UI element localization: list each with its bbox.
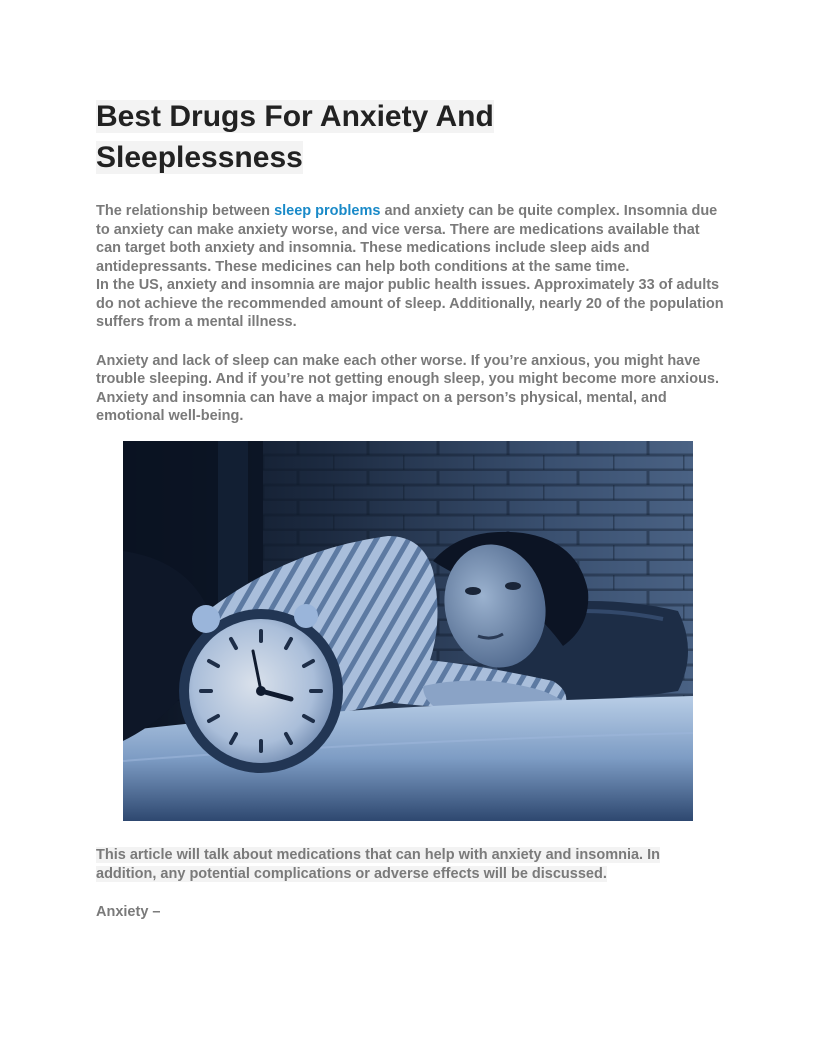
- statistics-paragraph: In the US, anxiety and insomnia are major public health issues. Approximately 33 of adults do not achieve the recommended amount of sleep. Additionally, nearly 20 of the population suffers from a mental illness.: [96, 277, 724, 330]
- intro-text-before-link: The relationship between: [96, 203, 275, 219]
- intro-text-after-link: and anxiety can be quite complex. Insomnia due to anxiety can make anxiety worse, and vice versa. There are medications available that can target both anxiety and insomnia. These medications include sleep aids and antidepressants. These medicines can help both conditions at the same time.: [96, 203, 718, 275]
- article-summary-text: This article will talk about medications that can help with anxiety and insomnia. In addition, any potential complications or adverse effects will be discussed.: [96, 847, 660, 882]
- title-line-2: Sleeplessness: [96, 141, 303, 174]
- sleep-problems-link[interactable]: sleep problems: [274, 203, 381, 219]
- cycle-paragraph: Anxiety and lack of sleep can make each other worse. If you’re anxious, you might have trouble sleeping. And if you’re not getting enough sleep, you might become more anxious. Anxiety and insomnia can have a major impact on a person’s physical, mental, and emotional well-being.: [96, 352, 720, 424]
- title-line-1: Best Drugs For Anxiety And: [96, 100, 494, 133]
- article-summary-paragraph: [96, 846, 724, 883]
- article-body: [96, 96, 724, 426]
- woman-awake-with-alarm-clock-image: [123, 441, 693, 821]
- intro-paragraph: [96, 202, 724, 276]
- article-title: [96, 96, 724, 178]
- anxiety-section-heading: Anxiety –: [96, 904, 161, 920]
